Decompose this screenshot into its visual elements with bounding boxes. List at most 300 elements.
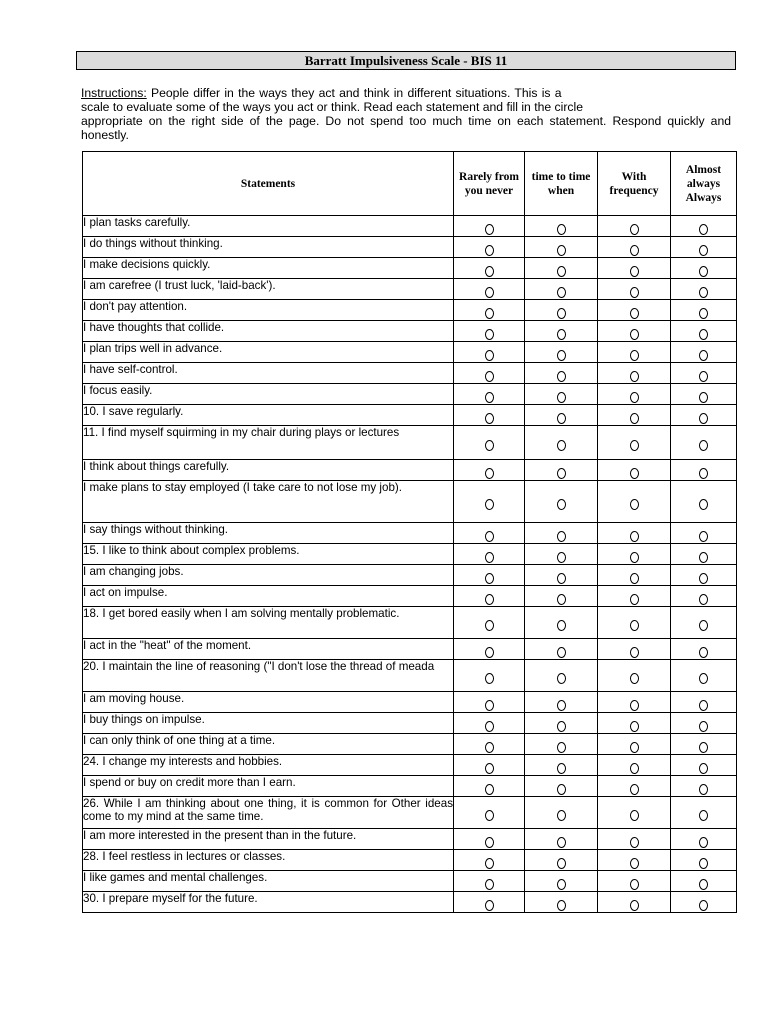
header-almost-always <box>671 152 737 216</box>
statement-text: I like games and mental challenges. <box>83 871 454 892</box>
response-circle-with-frequency[interactable] <box>630 721 639 732</box>
response-circle-with-frequency[interactable] <box>630 440 639 451</box>
header-time-line-2: when <box>547 184 575 197</box>
response-circle-rarely[interactable] <box>485 371 494 382</box>
option-cell-almost-always <box>671 565 737 586</box>
option-cell-with-frequency <box>598 544 671 565</box>
statement-text: I plan tasks carefully. <box>83 216 454 237</box>
option-cell-rarely <box>454 460 525 481</box>
table-row <box>83 523 737 544</box>
table-row <box>83 776 737 797</box>
option-cell-almost-always <box>671 660 737 692</box>
response-circle-time-to-time[interactable] <box>557 440 566 451</box>
option-cell-almost-always <box>671 850 737 871</box>
response-circle-rarely[interactable] <box>485 700 494 711</box>
header-almost-line-3: Always <box>685 191 722 204</box>
statement-text: I am more interested in the present than in the future. <box>83 829 454 850</box>
option-cell-almost-always <box>671 544 737 565</box>
statement-text: I am changing jobs. <box>83 565 454 586</box>
response-circle-with-frequency[interactable] <box>630 329 639 340</box>
response-circle-time-to-time[interactable] <box>557 531 566 542</box>
table-row <box>83 692 737 713</box>
option-cell-almost-always <box>671 279 737 300</box>
option-cell-rarely <box>454 660 525 692</box>
statement-text: I focus easily. <box>83 384 454 405</box>
response-circle-with-frequency[interactable] <box>630 879 639 890</box>
option-cell-almost-always <box>671 692 737 713</box>
response-circle-rarely[interactable] <box>485 721 494 732</box>
table-row <box>83 300 737 321</box>
table-row <box>83 829 737 850</box>
response-circle-with-frequency[interactable] <box>630 900 639 911</box>
response-circle-rarely[interactable] <box>485 784 494 795</box>
option-cell-rarely <box>454 607 525 639</box>
response-circle-almost-always[interactable] <box>699 858 708 869</box>
response-circle-with-frequency[interactable] <box>630 413 639 424</box>
table-row <box>83 586 737 607</box>
response-circle-rarely[interactable] <box>485 413 494 424</box>
response-circle-with-frequency[interactable] <box>630 673 639 684</box>
option-cell-rarely <box>454 797 525 829</box>
response-table <box>82 151 737 913</box>
option-cell-time-to-time <box>525 850 598 871</box>
statement-text: 11. I find myself squirming in my chair during plays or lectures <box>83 426 454 460</box>
statement-text: I do things without thinking. <box>83 237 454 258</box>
option-cell-time-to-time <box>525 692 598 713</box>
response-circle-time-to-time[interactable] <box>557 594 566 605</box>
option-cell-with-frequency <box>598 871 671 892</box>
table-row <box>83 405 737 426</box>
response-circle-almost-always[interactable] <box>699 468 708 479</box>
option-cell-almost-always <box>671 755 737 776</box>
response-circle-rarely[interactable] <box>485 763 494 774</box>
response-circle-almost-always[interactable] <box>699 224 708 235</box>
option-cell-with-frequency <box>598 300 671 321</box>
option-cell-almost-always <box>671 607 737 639</box>
response-circle-time-to-time[interactable] <box>557 742 566 753</box>
table-row <box>83 850 737 871</box>
response-circle-time-to-time[interactable] <box>557 499 566 510</box>
response-circle-almost-always[interactable] <box>699 742 708 753</box>
response-circle-time-to-time[interactable] <box>557 784 566 795</box>
option-cell-rarely <box>454 481 525 523</box>
response-circle-almost-always[interactable] <box>699 440 708 451</box>
option-cell-almost-always <box>671 871 737 892</box>
option-cell-almost-always <box>671 321 737 342</box>
statement-text: I buy things on impulse. <box>83 713 454 734</box>
response-circle-with-frequency[interactable] <box>630 392 639 403</box>
statement-text: 15. I like to think about complex problems. <box>83 544 454 565</box>
option-cell-with-frequency <box>598 426 671 460</box>
option-cell-with-frequency <box>598 342 671 363</box>
response-circle-rarely[interactable] <box>485 742 494 753</box>
option-cell-time-to-time <box>525 258 598 279</box>
response-circle-time-to-time[interactable] <box>557 413 566 424</box>
table-row <box>83 237 737 258</box>
response-circle-rarely[interactable] <box>485 287 494 298</box>
response-circle-with-frequency[interactable] <box>630 858 639 869</box>
option-cell-with-frequency <box>598 586 671 607</box>
option-cell-rarely <box>454 363 525 384</box>
response-circle-rarely[interactable] <box>485 350 494 361</box>
table-row <box>83 426 737 460</box>
table-row <box>83 660 737 692</box>
response-circle-almost-always[interactable] <box>699 837 708 848</box>
response-circle-rarely[interactable] <box>485 392 494 403</box>
option-cell-almost-always <box>671 523 737 544</box>
statement-text: 10. I save regularly. <box>83 405 454 426</box>
response-circle-time-to-time[interactable] <box>557 879 566 890</box>
response-circle-almost-always[interactable] <box>699 879 708 890</box>
table-row <box>83 216 737 237</box>
response-circle-with-frequency[interactable] <box>630 371 639 382</box>
option-cell-time-to-time <box>525 384 598 405</box>
response-circle-with-frequency[interactable] <box>630 763 639 774</box>
header-almost-line-1: Almost <box>685 163 722 176</box>
option-cell-with-frequency <box>598 363 671 384</box>
option-cell-time-to-time <box>525 405 598 426</box>
response-circle-with-frequency[interactable] <box>630 810 639 821</box>
response-circle-rarely[interactable] <box>485 879 494 890</box>
option-cell-time-to-time <box>525 460 598 481</box>
table-row <box>83 279 737 300</box>
response-circle-with-frequency[interactable] <box>630 468 639 479</box>
option-cell-time-to-time <box>525 321 598 342</box>
response-circle-rarely[interactable] <box>485 245 494 256</box>
response-circle-time-to-time[interactable] <box>557 810 566 821</box>
statement-text: I am moving house. <box>83 692 454 713</box>
option-cell-almost-always <box>671 216 737 237</box>
table-row <box>83 734 737 755</box>
response-circle-almost-always[interactable] <box>699 531 708 542</box>
table-row <box>83 607 737 639</box>
response-circle-almost-always[interactable] <box>699 700 708 711</box>
response-circle-time-to-time[interactable] <box>557 371 566 382</box>
option-cell-rarely <box>454 523 525 544</box>
option-cell-almost-always <box>671 481 737 523</box>
instructions <box>81 86 731 142</box>
option-cell-with-frequency <box>598 776 671 797</box>
response-circle-rarely[interactable] <box>485 468 494 479</box>
option-cell-time-to-time <box>525 871 598 892</box>
response-circle-almost-always[interactable] <box>699 371 708 382</box>
option-cell-rarely <box>454 426 525 460</box>
statement-text: I have thoughts that collide. <box>83 321 454 342</box>
option-cell-rarely <box>454 237 525 258</box>
response-circle-rarely[interactable] <box>485 620 494 631</box>
option-cell-rarely <box>454 342 525 363</box>
response-circle-rarely[interactable] <box>485 858 494 869</box>
response-circle-rarely[interactable] <box>485 308 494 319</box>
table-row <box>83 755 737 776</box>
statement-text: 24. I change my interests and hobbies. <box>83 755 454 776</box>
option-cell-almost-always <box>671 639 737 660</box>
option-cell-almost-always <box>671 460 737 481</box>
header-rarely-line-2: you never <box>464 184 514 197</box>
response-circle-time-to-time[interactable] <box>557 837 566 848</box>
option-cell-time-to-time <box>525 544 598 565</box>
option-cell-rarely <box>454 300 525 321</box>
response-circle-time-to-time[interactable] <box>557 763 566 774</box>
table-row <box>83 363 737 384</box>
statement-text: 20. I maintain the line of reasoning ("I don't lose the thread of meada <box>83 660 454 692</box>
table-row <box>83 892 737 913</box>
response-circle-with-frequency[interactable] <box>630 531 639 542</box>
option-cell-almost-always <box>671 776 737 797</box>
response-circle-time-to-time[interactable] <box>557 620 566 631</box>
option-cell-with-frequency <box>598 713 671 734</box>
response-circle-almost-always[interactable] <box>699 266 708 277</box>
response-circle-rarely[interactable] <box>485 810 494 821</box>
statement-text: I act in the "heat" of the moment. <box>83 639 454 660</box>
response-circle-with-frequency[interactable] <box>630 784 639 795</box>
table-row <box>83 797 737 829</box>
option-cell-with-frequency <box>598 797 671 829</box>
header-time-line-1: time to time <box>531 170 591 183</box>
statement-text: I plan trips well in advance. <box>83 342 454 363</box>
option-cell-almost-always <box>671 300 737 321</box>
option-cell-with-frequency <box>598 639 671 660</box>
table-row <box>83 639 737 660</box>
option-cell-with-frequency <box>598 734 671 755</box>
option-cell-time-to-time <box>525 755 598 776</box>
option-cell-time-to-time <box>525 660 598 692</box>
response-circle-rarely[interactable] <box>485 594 494 605</box>
statement-text: I don't pay attention. <box>83 300 454 321</box>
statement-text: 28. I feel restless in lectures or classes. <box>83 850 454 871</box>
response-circle-almost-always[interactable] <box>699 245 708 256</box>
response-circle-with-frequency[interactable] <box>630 287 639 298</box>
option-cell-time-to-time <box>525 586 598 607</box>
option-cell-rarely <box>454 871 525 892</box>
option-cell-almost-always <box>671 426 737 460</box>
response-circle-rarely[interactable] <box>485 266 494 277</box>
option-cell-rarely <box>454 586 525 607</box>
option-cell-time-to-time <box>525 734 598 755</box>
header-rarely-line-1: Rarely from <box>459 170 519 183</box>
option-cell-time-to-time <box>525 797 598 829</box>
option-cell-with-frequency <box>598 405 671 426</box>
statement-text: I think about things carefully. <box>83 460 454 481</box>
statement-text: I make plans to stay employed (I take care to not lose my job). <box>83 481 454 523</box>
option-cell-with-frequency <box>598 523 671 544</box>
response-circle-with-frequency[interactable] <box>630 594 639 605</box>
option-cell-rarely <box>454 850 525 871</box>
response-circle-with-frequency[interactable] <box>630 245 639 256</box>
option-cell-almost-always <box>671 797 737 829</box>
table-row <box>83 713 737 734</box>
response-circle-rarely[interactable] <box>485 837 494 848</box>
response-circle-rarely[interactable] <box>485 499 494 510</box>
statement-text: I act on impulse. <box>83 586 454 607</box>
option-cell-with-frequency <box>598 216 671 237</box>
option-cell-time-to-time <box>525 426 598 460</box>
response-circle-with-frequency[interactable] <box>630 308 639 319</box>
option-cell-with-frequency <box>598 481 671 523</box>
response-circle-almost-always[interactable] <box>699 287 708 298</box>
response-circle-rarely[interactable] <box>485 647 494 658</box>
option-cell-with-frequency <box>598 384 671 405</box>
response-circle-time-to-time[interactable] <box>557 900 566 911</box>
option-cell-with-frequency <box>598 829 671 850</box>
response-circle-with-frequency[interactable] <box>630 266 639 277</box>
option-cell-with-frequency <box>598 321 671 342</box>
response-circle-time-to-time[interactable] <box>557 721 566 732</box>
response-circle-rarely[interactable] <box>485 673 494 684</box>
instructions-text-1: People differ in the ways they act and think in different situations. This is a <box>150 86 562 100</box>
response-circle-rarely[interactable] <box>485 531 494 542</box>
option-cell-with-frequency <box>598 892 671 913</box>
response-circle-rarely[interactable] <box>485 552 494 563</box>
option-cell-time-to-time <box>525 363 598 384</box>
response-circle-rarely[interactable] <box>485 900 494 911</box>
option-cell-rarely <box>454 279 525 300</box>
header-with-line-2: frequency <box>609 184 659 197</box>
response-circle-with-frequency[interactable] <box>630 499 639 510</box>
response-circle-time-to-time[interactable] <box>557 552 566 563</box>
response-circle-rarely[interactable] <box>485 329 494 340</box>
option-cell-time-to-time <box>525 776 598 797</box>
response-circle-rarely[interactable] <box>485 573 494 584</box>
option-cell-rarely <box>454 258 525 279</box>
table-row <box>83 871 737 892</box>
option-cell-with-frequency <box>598 565 671 586</box>
response-circle-with-frequency[interactable] <box>630 573 639 584</box>
response-circle-almost-always[interactable] <box>699 673 708 684</box>
option-cell-time-to-time <box>525 713 598 734</box>
response-circle-almost-always[interactable] <box>699 594 708 605</box>
response-circle-rarely[interactable] <box>485 440 494 451</box>
option-cell-time-to-time <box>525 523 598 544</box>
response-circle-almost-always[interactable] <box>699 308 708 319</box>
response-circle-almost-always[interactable] <box>699 552 708 563</box>
option-cell-rarely <box>454 639 525 660</box>
response-circle-almost-always[interactable] <box>699 784 708 795</box>
response-circle-time-to-time[interactable] <box>557 266 566 277</box>
option-cell-with-frequency <box>598 692 671 713</box>
header-rarely <box>454 152 525 216</box>
option-cell-rarely <box>454 321 525 342</box>
option-cell-rarely <box>454 544 525 565</box>
option-cell-rarely <box>454 713 525 734</box>
header-row <box>83 152 737 216</box>
option-cell-with-frequency <box>598 258 671 279</box>
option-cell-rarely <box>454 776 525 797</box>
instructions-line-4: honestly. <box>81 128 129 142</box>
header-time-to-time <box>525 152 598 216</box>
option-cell-rarely <box>454 405 525 426</box>
option-cell-rarely <box>454 829 525 850</box>
option-cell-time-to-time <box>525 829 598 850</box>
option-cell-rarely <box>454 734 525 755</box>
response-circle-almost-always[interactable] <box>699 647 708 658</box>
statement-text: I make decisions quickly. <box>83 258 454 279</box>
option-cell-almost-always <box>671 384 737 405</box>
response-circle-with-frequency[interactable] <box>630 742 639 753</box>
response-circle-almost-always[interactable] <box>699 620 708 631</box>
response-circle-rarely[interactable] <box>485 224 494 235</box>
table-row <box>83 460 737 481</box>
response-circle-time-to-time[interactable] <box>557 673 566 684</box>
response-circle-almost-always[interactable] <box>699 763 708 774</box>
response-circle-time-to-time[interactable] <box>557 700 566 711</box>
option-cell-almost-always <box>671 713 737 734</box>
table-row <box>83 321 737 342</box>
option-cell-time-to-time <box>525 607 598 639</box>
response-circle-time-to-time[interactable] <box>557 245 566 256</box>
response-circle-time-to-time[interactable] <box>557 468 566 479</box>
response-circle-almost-always[interactable] <box>699 810 708 821</box>
response-circle-time-to-time[interactable] <box>557 647 566 658</box>
response-circle-with-frequency[interactable] <box>630 552 639 563</box>
response-circle-almost-always[interactable] <box>699 329 708 340</box>
response-circle-time-to-time[interactable] <box>557 329 566 340</box>
response-circle-time-to-time[interactable] <box>557 858 566 869</box>
header-with-line-1: With <box>621 170 647 183</box>
response-circle-almost-always[interactable] <box>699 350 708 361</box>
option-cell-with-frequency <box>598 237 671 258</box>
response-circle-almost-always[interactable] <box>699 499 708 510</box>
response-circle-almost-always[interactable] <box>699 392 708 403</box>
option-cell-time-to-time <box>525 639 598 660</box>
table-row <box>83 565 737 586</box>
option-cell-with-frequency <box>598 279 671 300</box>
response-circle-time-to-time[interactable] <box>557 350 566 361</box>
response-circle-with-frequency[interactable] <box>630 350 639 361</box>
option-cell-time-to-time <box>525 216 598 237</box>
instructions-line-2: scale to evaluate some of the ways you act or think. Read each statement and fill in the circle <box>81 100 583 114</box>
statement-text: 18. I get bored easily when I am solving mentally problematic. <box>83 607 454 639</box>
option-cell-almost-always <box>671 829 737 850</box>
instructions-line-3: appropriate on the right side of the page. Do not spend too much time on each statement. Respond quickly and <box>81 114 731 128</box>
option-cell-rarely <box>454 692 525 713</box>
option-cell-rarely <box>454 565 525 586</box>
option-cell-almost-always <box>671 892 737 913</box>
statement-rows <box>83 216 737 913</box>
response-circle-with-frequency[interactable] <box>630 224 639 235</box>
option-cell-almost-always <box>671 237 737 258</box>
response-circle-with-frequency[interactable] <box>630 620 639 631</box>
statement-text: I spend or buy on credit more than I earn. <box>83 776 454 797</box>
table-row <box>83 384 737 405</box>
option-cell-with-frequency <box>598 607 671 639</box>
response-circle-almost-always[interactable] <box>699 721 708 732</box>
response-circle-time-to-time[interactable] <box>557 392 566 403</box>
option-cell-almost-always <box>671 258 737 279</box>
option-cell-rarely <box>454 892 525 913</box>
header-with-frequency <box>598 152 671 216</box>
option-cell-time-to-time <box>525 481 598 523</box>
response-circle-almost-always[interactable] <box>699 413 708 424</box>
header-almost-line-2: always <box>686 177 721 190</box>
response-circle-with-frequency[interactable] <box>630 700 639 711</box>
response-circle-time-to-time[interactable] <box>557 224 566 235</box>
response-circle-almost-always[interactable] <box>699 573 708 584</box>
response-circle-with-frequency[interactable] <box>630 837 639 848</box>
response-circle-with-frequency[interactable] <box>630 647 639 658</box>
option-cell-time-to-time <box>525 279 598 300</box>
option-cell-rarely <box>454 384 525 405</box>
option-cell-almost-always <box>671 342 737 363</box>
statement-text: I am carefree (I trust luck, 'laid-back'). <box>83 279 454 300</box>
statement-text: 26. While I am thinking about one thing, it is common for Other ideas come to my mind at the same time. <box>83 797 454 829</box>
response-circle-time-to-time[interactable] <box>557 573 566 584</box>
response-circle-almost-always[interactable] <box>699 900 708 911</box>
option-cell-time-to-time <box>525 892 598 913</box>
response-circle-time-to-time[interactable] <box>557 308 566 319</box>
response-circle-time-to-time[interactable] <box>557 287 566 298</box>
instructions-line-1 <box>81 86 731 100</box>
